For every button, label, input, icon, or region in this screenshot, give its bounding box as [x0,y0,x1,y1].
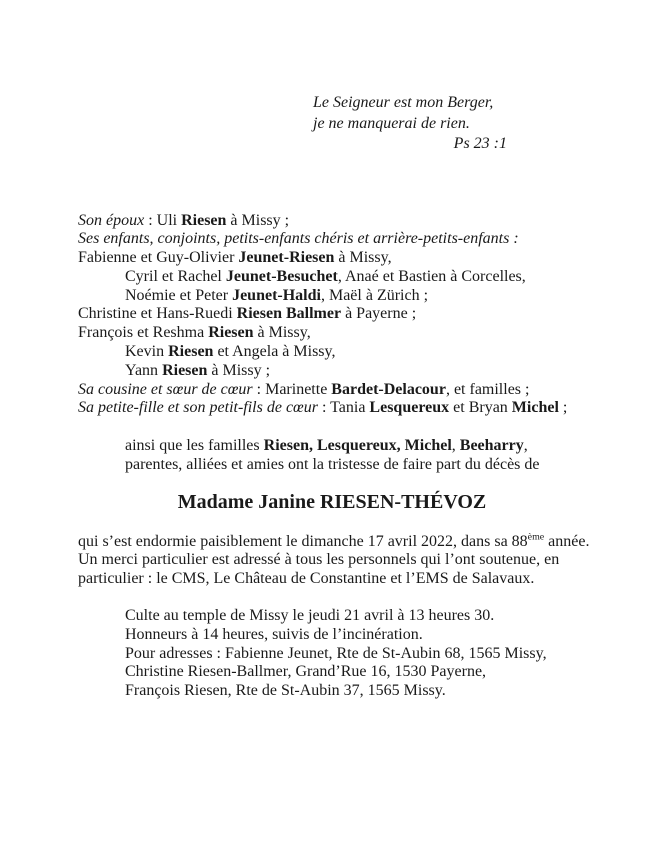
document-line [78,212,664,231]
text-segment: à Missy ; [226,211,290,229]
document-line [78,249,664,268]
text-segment: à Missy ; [207,361,271,379]
document-line [78,533,664,552]
text-segment: Riesen Ballmer [236,305,342,323]
text-segment: particulier : le CMS, Le Château de Constantine et l’EMS de Salavaux. [78,570,535,588]
document-line [78,230,664,249]
text-segment: ; [558,399,568,417]
document-line [78,682,664,701]
text-segment: et Bryan [449,399,512,417]
text-segment: Pour adresses : Fabienne Jeunet, Rte de St-Aubin 68, 1565 Missy, [125,644,547,662]
text-segment: année. [544,532,590,550]
text-segment: et Angela à Missy, [213,343,336,361]
text-segment: : Uli [144,211,182,229]
text-segment: Fabienne et Guy-Olivier [78,249,239,267]
text-segment: Le Seigneur est mon Berger, [313,94,494,111]
document-line [78,626,664,645]
text-segment: François et Reshma [78,324,209,342]
text-segment: Kevin [125,343,169,361]
document-line [313,114,507,135]
text-segment: Bardet-Delacour [331,380,446,398]
family-list [78,212,664,419]
document-line [78,551,664,570]
death-details-paragraph [78,533,664,589]
text-segment: Michel [511,399,559,417]
document-line [78,663,664,682]
text-segment: Riesen [162,361,208,379]
text-segment: Jeunet-Besuchet [225,267,338,285]
text-segment: , [523,437,528,455]
text-segment: ème [527,531,545,543]
text-segment: , Maël à Zürich ; [320,286,429,304]
text-segment: parentes, alliées et amies ont la tristesse de faire part du décès de [125,455,540,473]
document-line [78,645,664,664]
document-line [78,437,664,456]
text-segment: à Missy, [253,324,311,342]
text-segment: , et familles ; [445,380,530,398]
document-line [313,134,507,155]
text-segment: : Tania [317,399,370,417]
text-segment: Son époux [78,211,145,229]
text-segment: je ne manquerai de rien. [313,114,470,132]
scripture-quote [313,93,507,155]
text-segment: Noémie et Peter [125,286,233,304]
text-segment: François Riesen, Rte de St-Aubin 37, 1565 Missy. [125,682,446,700]
text-segment: Riesen [168,343,214,361]
announcement-paragraph [78,437,664,475]
text-segment: Riesen [181,211,227,229]
document-line [78,287,664,306]
text-segment: Jeunet-Haldi [232,286,321,304]
text-segment: qui s’est endormie paisiblement le dimanche 17 avril 2022, dans sa 88 [78,532,528,550]
document-line [78,362,664,381]
document-line [78,324,664,343]
text-segment: Ps 23 :1 [453,135,507,152]
document-line [78,607,664,626]
document-line [78,381,664,400]
text-segment: Honneurs à 14 heures, suivis de l’incinération. [125,625,423,643]
document-line [78,570,664,589]
document-line [78,343,664,362]
document-line [78,456,664,475]
text-segment: : Marinette [252,380,332,398]
text-segment: ainsi que les familles [125,437,264,455]
document-line [78,399,664,418]
text-segment: Yann [125,361,163,379]
text-segment: Un merci particulier est adressé à tous les personnels qui l’ont soutenue, en [78,551,560,569]
text-segment: Christine Riesen-Ballmer, Grand’Rue 16, 1530 Payerne, [125,663,487,681]
ceremony-details [78,607,664,701]
document-line [78,305,664,324]
text-segment: Beeharry [459,437,524,455]
text-segment: à Missy, [334,249,392,267]
text-segment: Sa petite-fille et son petit-fils de cœur [78,399,318,417]
document-line [78,268,664,287]
text-segment: Ses enfants, conjoints, petits-enfants chéris et arrière-petits-enfants : [78,230,519,248]
text-segment: Jeunet-Riesen [238,249,335,267]
text-segment: , Anaé et Bastien à Corcelles, [337,267,526,285]
text-segment: , [451,437,460,455]
text-segment: Riesen [208,324,254,342]
text-segment: Sa cousine et sœur de cœur [78,380,253,398]
text-segment: Cyril et Rachel [125,267,226,285]
text-segment: Lesquereux [369,399,450,417]
text-segment: Culte au temple de Missy le jeudi 21 avril à 13 heures 30. [125,607,495,625]
document-line [313,93,507,114]
deceased-name-title [0,490,664,514]
text-segment: Madame Janine RIESEN-THÉVOZ [177,490,487,513]
text-segment: à Payerne ; [341,305,417,323]
text-segment: Christine et Hans-Ruedi [78,305,237,323]
text-segment: Riesen, Lesquereux, Michel [263,437,452,455]
